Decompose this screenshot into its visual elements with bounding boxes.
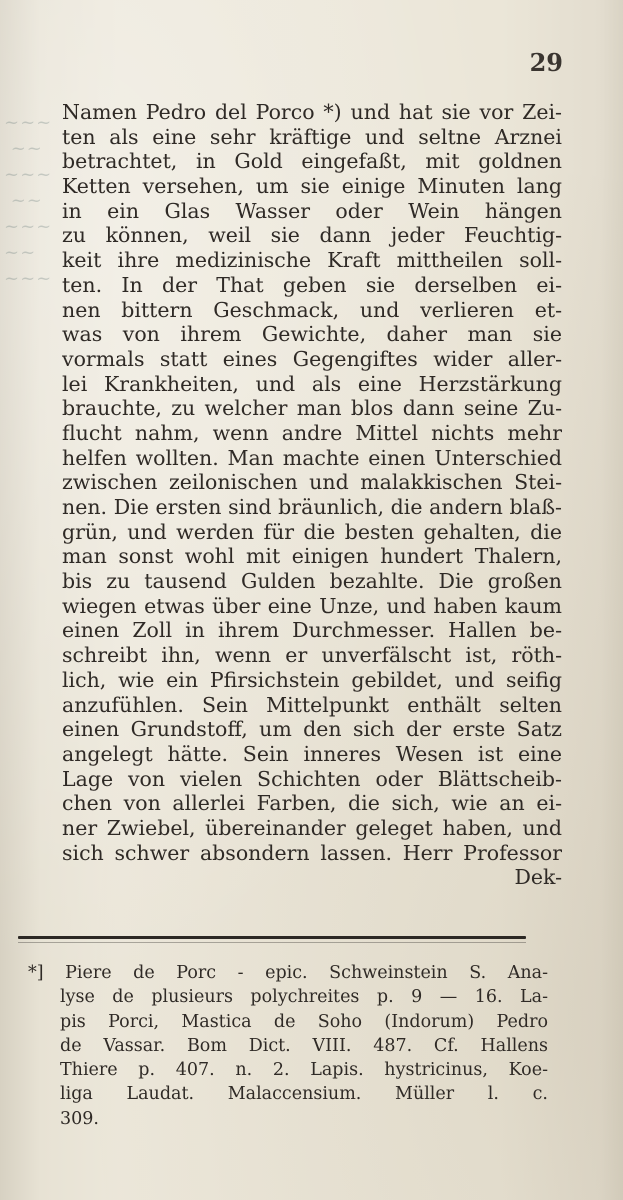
text-line: bis zu tausend Gulden bezahlte. Die großen <box>62 569 562 594</box>
text-line: lei Krankheiten, und als eine Herzstärkung <box>62 371 562 396</box>
text-line: flucht nahm, wenn andre Mittel nichts mehr <box>62 420 562 445</box>
footnote-block <box>28 961 548 1131</box>
text-line: schreibt ihn, wenn er unverfälscht ist, röth- <box>62 643 562 668</box>
text-line: betrachtet, in Gold eingefaßt, mit goldnen <box>62 149 562 174</box>
footnote-line: de Vassar. Bom Dict. VIII. 487. Cf. Hallens <box>60 1035 548 1056</box>
main-text-block <box>62 100 562 890</box>
text-line: einen Zoll in ihrem Durchmesser. Hallen be- <box>62 618 562 643</box>
text-line: Ketten versehen, um sie einige Minuten lang <box>62 174 562 199</box>
footnote-line: pis Porci, Mastica de Soho (Indorum) Pedro <box>60 1011 548 1032</box>
catchword: Dek- <box>514 865 562 890</box>
text-line: keit ihre medizinische Kraft mittheilen soll- <box>62 248 562 273</box>
text-line: helfen wollten. Man machte einen Unterschied <box>62 445 562 470</box>
text-line: zu können, weil sie dann jeder Feuchtig- <box>62 223 562 248</box>
text-line: ner Zwiebel, übereinander geleget haben, und <box>62 815 562 840</box>
footnote-divider <box>18 936 526 939</box>
text-line: sich schwer absondern lassen. Herr Professor <box>62 840 562 865</box>
text-line: wiegen etwas über eine Unze, und haben kaum <box>62 593 562 618</box>
bleed-through-marks: ~~~ ~~ ~~~ ~~ ~~~ ~~ ~~~ <box>4 112 53 289</box>
page-number: 29 <box>529 48 563 77</box>
text-line: zwischen zeilonischen und malakkischen Stei- <box>62 470 562 495</box>
footnote-line: 309. <box>60 1108 99 1129</box>
text-line: grün, und werden für die besten gehalten, die <box>62 519 562 544</box>
footnote-line: liga Laudat. Malaccensium. Müller l. c. <box>60 1084 548 1105</box>
text-line: Lage von vielen Schichten oder Blättscheib- <box>62 766 562 791</box>
text-line: ten. In der That geben sie derselben ei- <box>62 272 562 297</box>
text-line: in ein Glas Wasser oder Wein hängen <box>62 198 562 223</box>
footnote-line: lyse de plusieurs polychreites p. 9 — 16. La- <box>60 987 548 1008</box>
text-line: was von ihrem Gewichte, daher man sie <box>62 322 562 347</box>
text-line: Namen Pedro del Porco *) und hat sie vor Zei- <box>62 100 562 124</box>
footnote-line: *] Piere de Porc - epic. Schweinstein S. Ana- <box>28 963 548 983</box>
text-line: angelegt hätte. Sein inneres Wesen ist eine <box>62 741 562 766</box>
text-line: anzufühlen. Sein Mittelpunkt enthält selten <box>62 692 562 717</box>
text-line: ten als eine sehr kräftige und seltne Arznei <box>62 124 562 149</box>
text-line: brauchte, zu welcher man blos dann seine Zu- <box>62 396 562 421</box>
text-line: lich, wie ein Pfirsichstein gebildet, und seifig <box>62 667 562 692</box>
text-line: nen. Die ersten sind bräunlich, die andern blaß- <box>62 495 562 519</box>
footnote-line: Thiere p. 407. n. 2. Lapis. hystricinus, Koe- <box>60 1060 548 1081</box>
text-line: nen bittern Geschmack, und verlieren et- <box>62 297 562 322</box>
text-line: man sonst wohl mit einigen hundert Thalern, <box>62 544 562 569</box>
text-line: vormals statt eines Gegengiftes wider aller- <box>62 346 562 371</box>
footnote-divider-shadow <box>18 942 526 943</box>
text-line: chen von allerlei Farben, die sich, wie an ei- <box>62 791 562 816</box>
text-line: einen Grundstoff, um den sich der erste Satz <box>62 717 562 742</box>
